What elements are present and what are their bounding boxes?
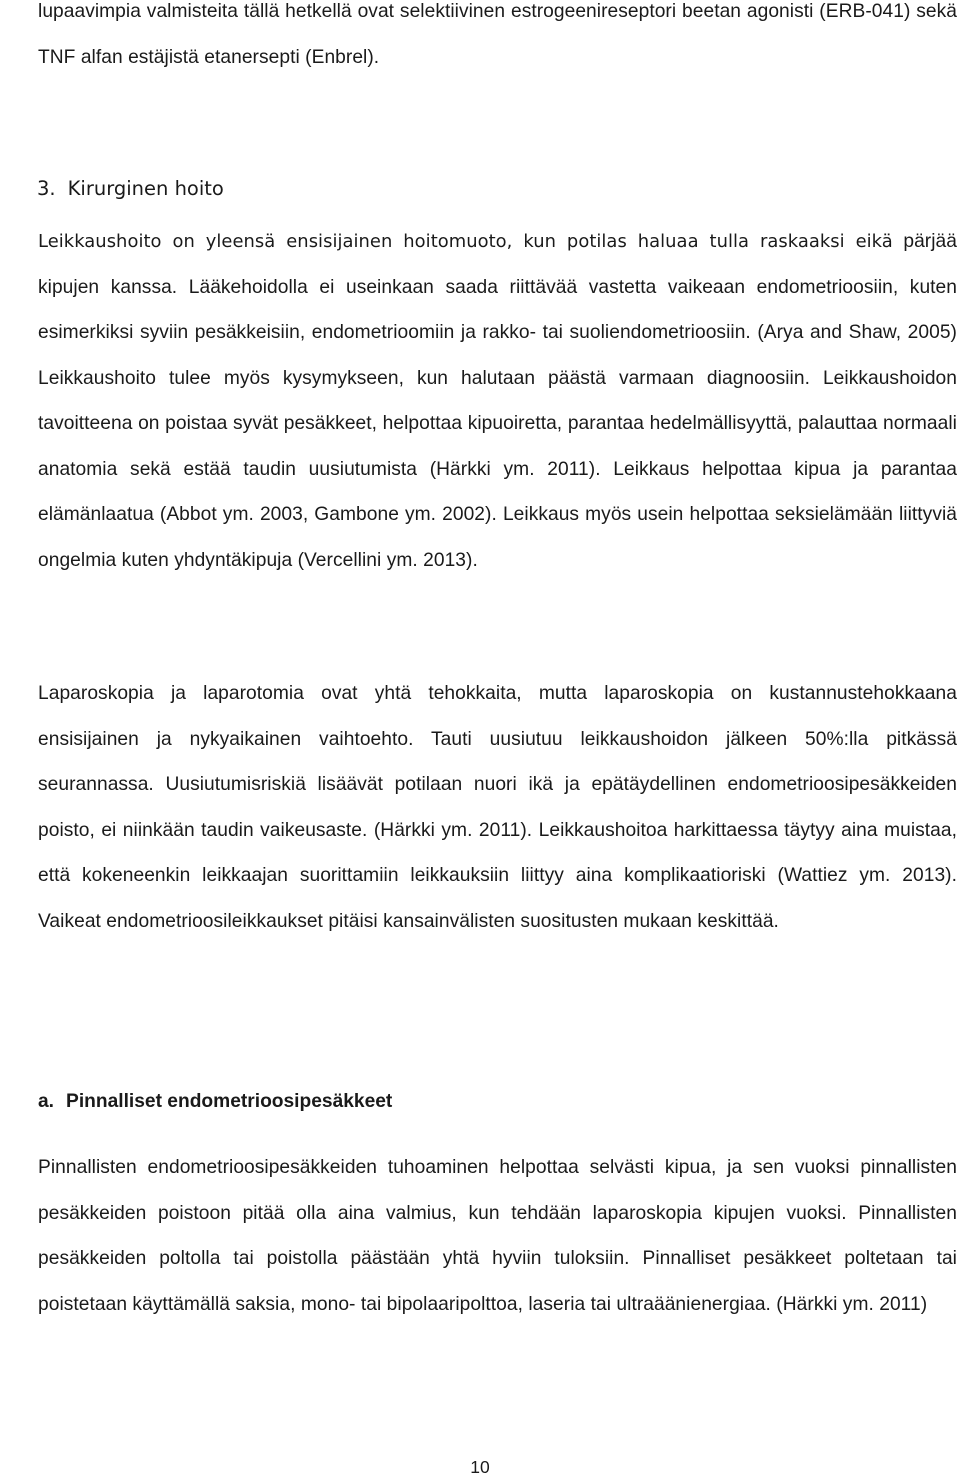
section-title: Kirurginen hoito	[67, 177, 224, 200]
paragraph-continued: lupaavimpia valmisteita tällä hetkellä ovat selektiivinen estrogeenireseptori beetan agonisti (ERB-041) sekä TNF alfan estäjistä etanersepti (Enbrel).	[38, 1, 957, 68]
paragraph-surgical-treatment	[38, 219, 957, 583]
section-heading-3	[37, 166, 224, 211]
subsection-title: Pinnalliset endometrioosipesäkkeet	[66, 1091, 393, 1112]
subsection-heading-a	[38, 1079, 392, 1124]
paragraph-superficial-lesions: Pinnallisten endometrioosipesäkkeiden tuhoaminen helpottaa selvästi kipua, ja sen vuoksi pinnallisten pesäkkeiden poistoon pitää olla aina valmius, kun tehdään laparoskopia kipujen vuoksi. Pinnallisten pesäkkeiden poltolla tai poistolla päästään yhtä hyviin tuloksiin. Pinnalliset pesäkkeet poltetaan tai poistetaan käyttämällä saksia, mono- tai bipolaaripolttoa, laseria tai ultraäänienergiaa. (Härkki ym. 2011)	[38, 1157, 957, 1315]
subsection-label: a.	[38, 1091, 55, 1112]
section-number: 3.	[37, 177, 56, 200]
page-number: 10	[470, 1457, 490, 1477]
paragraph-laparoscopy: Laparoskopia ja laparotomia ovat yhtä tehokkaita, mutta laparoskopia on kustannustehokkaana ensisijainen ja nykyaikainen vaihtoehto. Tauti uusiutuu leikkaushoidon jälkeen 50%:lla pitkässä seurannassa. Uusiutumisriskiä lisäävät potilaan nuori ikä ja epätäydellinen endometrioosipesäkkeiden poisto, ei niinkään taudin vaikeusaste. (Härkki ym. 2011). Leikkaushoitoa harkittaessa täytyy aina muistaa, että kokeneenkin leikkaajan suorittamiin leikkauksiin liittyy aina komplikaatioriski (Wattiez ym. 2013). Vaikeat endometrioosileikkaukset pitäisi kansainvälisten suositusten mukaan keskittää.	[38, 683, 957, 932]
paragraph-body: pärjää kipujen kanssa. Lääkehoidolla ei useinkaan saada riittävää vastetta vaikeaan endometrioosiin, kuten esimerkiksi syviin pesäkkeisiin, endometrioomiin ja rakko- tai suoliendometrioosiin. (Arya and Shaw, 2005) Leikkaushoito tulee myös kysymykseen, kun halutaan päästä varmaan diagnoosiin. Leikkaushoidon tavoitteena on poistaa syvät pesäkkeet, helpottaa kipuoiretta, parantaa hedelmällisyyttä, palauttaa normaali anatomia sekä estää taudin uusiutumista (Härkki ym. 2011). Leikkaus helpottaa kipua ja parantaa elämänlaatua (Abbot ym. 2003, Gambone ym. 2002). Leikkaus myös usein helpottaa seksielämään liittyviä ongelmia kuten yhdyntäkipuja (Vercellini ym. 2013).	[38, 231, 957, 571]
paragraph-first-line: Leikkaushoito on yleensä ensisijainen hoitomuoto, kun potilas haluaa tulla raskaaksi eikä	[38, 231, 893, 252]
